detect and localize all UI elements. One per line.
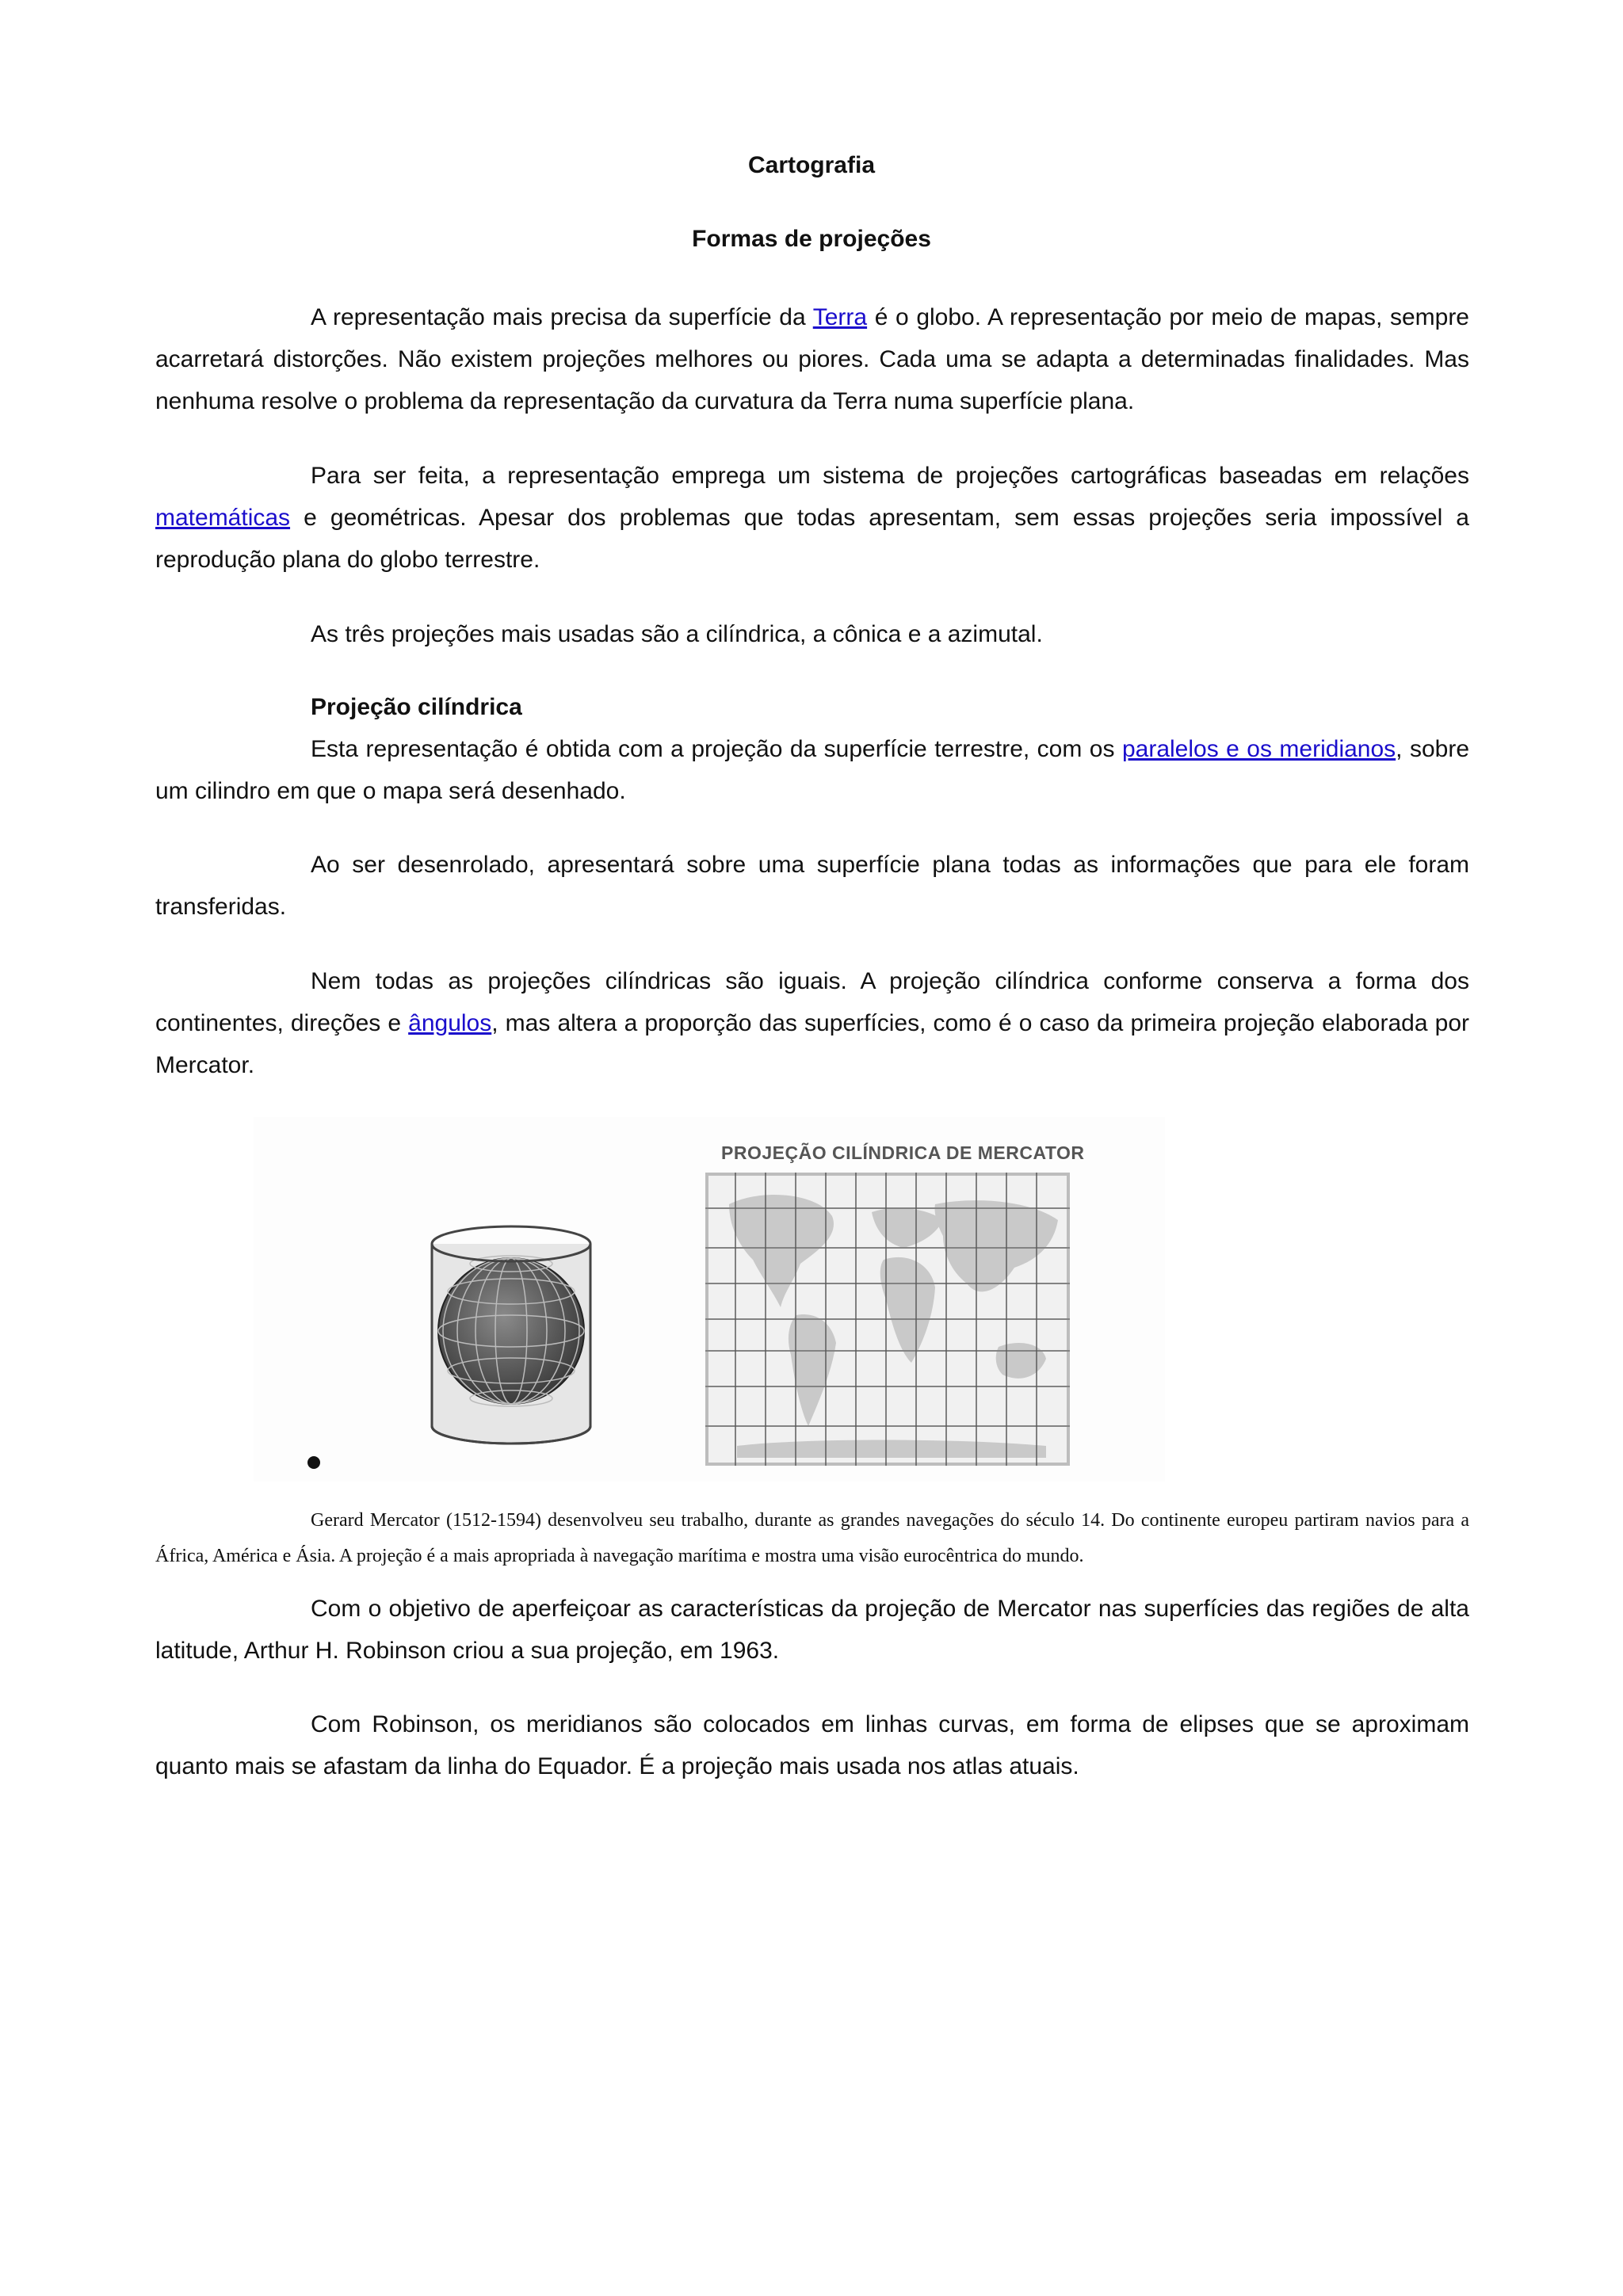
paragraph-3: As três projeções mais usadas são a cilíndrica, a cônica e a azimutal. — [311, 621, 1043, 647]
link-terra[interactable]: Terra — [812, 304, 868, 330]
figure-caption: Gerard Mercator (1512-1594) desenvolveu seu trabalho, durante as grandes navegações do século 14. Do continente europeu partiram navios para a África, América e Ásia. A projeção é a mais apropriada à navegação marítima e mostra uma visão eurocêntrica do mundo. — [155, 1510, 1469, 1566]
mercator-map-title: PROJEÇÃO CILÍNDRICA DE MERCATOR — [721, 1142, 1085, 1163]
link-angulos[interactable]: ângulos — [408, 1010, 492, 1036]
figure-mercator — [254, 1117, 1165, 1482]
mercator-map-illustration — [705, 1173, 1070, 1466]
page-title: Cartografia — [747, 152, 876, 178]
paragraph-4: Esta representação é obtida com a projeção da superfície terrestre, com os paralelos e os meridianos, sobre um cilindro em que o mapa será desenhado. — [155, 736, 1470, 804]
paragraph-5: Ao ser desenrolado, apresentará sobre uma superfície plana todas as informações que para ele foram transferidas. — [155, 852, 1469, 920]
page-subtitle: Formas de projeções — [692, 226, 931, 252]
globe-cylinder-illustration — [424, 1212, 598, 1450]
paragraph-6: Nem todas as projeções cilíndricas são iguais. A projeção cilíndrica conforme conserva a forma dos continentes, direções e ângulos, mas altera a proporção das superfícies, como é o caso da primeira projeção elaborada por Mercator. — [155, 968, 1469, 1078]
paragraph-8: Com Robinson, os meridianos são colocados em linhas curvas, em forma de elipses que se aproximam quanto mais se afastam da linha do Equador. É a projeção mais usada nos atlas atuais. — [155, 1711, 1469, 1779]
link-matematicas[interactable]: matemáticas — [155, 505, 291, 531]
list-bullet — [307, 1456, 320, 1469]
paragraph-1: A representação mais precisa da superfície da Terra é o globo. A representação por meio de mapas, sempre acarretará distorções. Não existem projeções melhores ou piores. Cada uma se adapta a determinadas finalidades. Mas nenhuma resolve o problema da representação da curvatura da Terra numa superfície plana. — [155, 304, 1469, 414]
link-paralelos-meridianos[interactable]: paralelos e os meridianos — [1121, 736, 1396, 762]
paragraph-2: Para ser feita, a representação emprega um sistema de projeções cartográficas baseadas em relações matemáticas e geométricas. Apesar dos problemas que todas apresentam, sem essas projeções seria impossível a reprodução plana do globo terrestre. — [155, 463, 1469, 573]
heading-projecao-cilindrica: Projeção cilíndrica — [311, 694, 522, 720]
paragraph-7: Com o objetivo de aperfeiçoar as características da projeção de Mercator nas superfícies das regiões de alta latitude, Arthur H. Robinson criou a sua projeção, em 1963. — [155, 1596, 1469, 1664]
